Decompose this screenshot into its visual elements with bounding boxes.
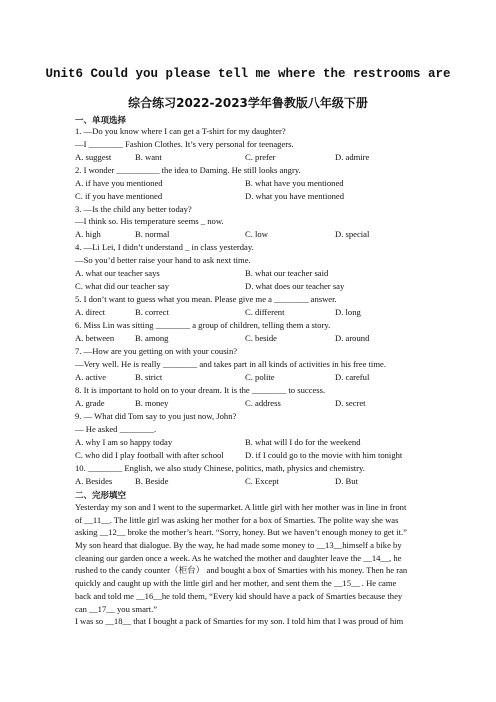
option-a: A. what our teacher says	[75, 268, 160, 278]
option-c: C. low	[245, 229, 268, 239]
option-d: D. if I could go to the movie with him tonight	[245, 450, 403, 460]
option-d: D. admire	[335, 152, 370, 162]
option-a: A. between	[75, 333, 115, 343]
title-line-1: Unit6 Could you please tell me where the restrooms are	[45, 67, 451, 81]
passage-line: My son heard that dialogue. By the way, he had made some money to __13__himself a bike by	[75, 540, 402, 551]
question-10: 10. ________ English, we also study Chinese, politics, math, physics and chemistry.	[75, 463, 365, 473]
option-c: C. Except	[245, 476, 279, 486]
option-c: C. different	[245, 307, 285, 317]
option-a: A. why I am so happy today	[75, 437, 173, 447]
option-d: D. But	[335, 476, 358, 486]
option-c: C. what did our teacher say	[75, 281, 170, 291]
option-b: B. money	[135, 398, 169, 408]
passage-line: back and told me __16__he told them, “Every kid should have a pack of Smarties because they	[75, 590, 403, 601]
option-b: B. strict	[135, 372, 163, 382]
option-b: B. what our teacher said	[245, 268, 329, 278]
option-c: C. if you have mentioned	[75, 191, 163, 201]
option-a: A. Besides	[75, 476, 113, 486]
option-d: D. what does our teacher say	[245, 281, 345, 291]
option-b: B. what have you mentioned	[245, 178, 344, 188]
question-5: 5. I don’t want to guess what you mean. Please give me a ________ answer.	[75, 294, 337, 304]
question-7-line-2: —Very well. He is really ________ and takes part in all kinds of activities in his free time.	[75, 359, 386, 369]
question-1: 1. —Do you know where I can get a T-shirt for my daughter?	[75, 126, 286, 136]
passage-line: Yesterday my son and I went to the supermarket. A little girl with her mother was in line in front	[75, 502, 407, 512]
cloze-passage	[75, 501, 427, 628]
question-4: 4. —Li Lei, I didn’t understand _ in class yesterday.	[75, 242, 254, 252]
option-b: B. normal	[135, 229, 170, 239]
option-d: D. around	[335, 333, 370, 343]
passage-line: asking __12__ broke the mother’s heart. “Sorry, honey. But we haven’t enough money to get it.”	[75, 527, 407, 538]
option-b: B. correct	[135, 307, 169, 317]
option-c: C. address	[245, 398, 281, 408]
option-b: B. Beside	[135, 476, 169, 486]
question-3: 3. —Is the child any better today?	[75, 204, 192, 214]
option-d: D. long	[335, 307, 361, 317]
question-6: 6. Miss Lin was sitting ________ a group of children, telling them a story.	[75, 320, 331, 330]
question-4-line-2: —So you’d better raise your hand to ask next time.	[75, 255, 251, 265]
option-d: D. what you have mentioned	[245, 191, 345, 201]
option-a: A. suggest	[75, 152, 112, 162]
option-d: D. careful	[335, 372, 370, 382]
option-c: C. prefer	[245, 152, 276, 162]
passage-line: quickly and caught up with the little girl and her mother, and sent them the __15__ . He came	[75, 578, 397, 589]
option-c: C. who did I play football with after school	[75, 450, 224, 460]
question-1-line-2: —I ________ Fashion Clothes. It’s very personal for teenagers.	[75, 139, 294, 149]
question-9: 9. — What did Tom say to you just now, John?	[75, 411, 237, 421]
title-line-2: 综合练习2022-2023学年鲁教版八年级下册	[128, 96, 368, 110]
question-9-line-2: — He asked ________.	[75, 424, 157, 434]
question-3-line-2: —I think so. His temperature seems _ now.	[75, 216, 224, 226]
option-d: D. special	[335, 229, 370, 239]
option-b: B. among	[135, 333, 169, 343]
passage-line: rushed to the candy counter（柜台） and bought a box of Smarties with his money. Then he ran	[75, 565, 408, 576]
option-a: A. grade	[75, 398, 105, 408]
option-d: D. secret	[335, 398, 366, 408]
question-8: 8. It is important to hold on to your dream. It is the ________ to success.	[75, 385, 326, 395]
passage-line: I was so __18__ that I bought a pack of Smarties for my son. I told him that I was proud of him	[75, 616, 404, 627]
passage-line: cleaning our garden once a week. As he watched the mother and daughter leave the __14__, he	[75, 552, 402, 563]
section-heading-multiple-choice: 一、单项选择	[75, 116, 127, 126]
option-a: A. if have you mentioned	[75, 178, 163, 188]
option-a: A. high	[75, 229, 101, 239]
passage-line: of __11__. The little girl was asking her mother for a box of Smarties. The polite way she was	[75, 514, 399, 525]
section-heading-cloze: 二、完形填空	[75, 491, 127, 501]
option-c: C. beside	[245, 333, 277, 343]
option-a: A. active	[75, 372, 107, 382]
option-c: C. polite	[245, 372, 275, 382]
question-7: 7. —How are you getting on with your cousin?	[75, 346, 238, 356]
option-a: A. direct	[75, 307, 106, 317]
option-b: B. want	[135, 152, 162, 162]
passage-line: can __17__ you smart.”	[75, 603, 158, 614]
question-2: 2. I wonder __________ the idea to Daming. He still looks angry.	[75, 165, 301, 175]
option-b: B. what will I do for the weekend	[245, 437, 361, 447]
